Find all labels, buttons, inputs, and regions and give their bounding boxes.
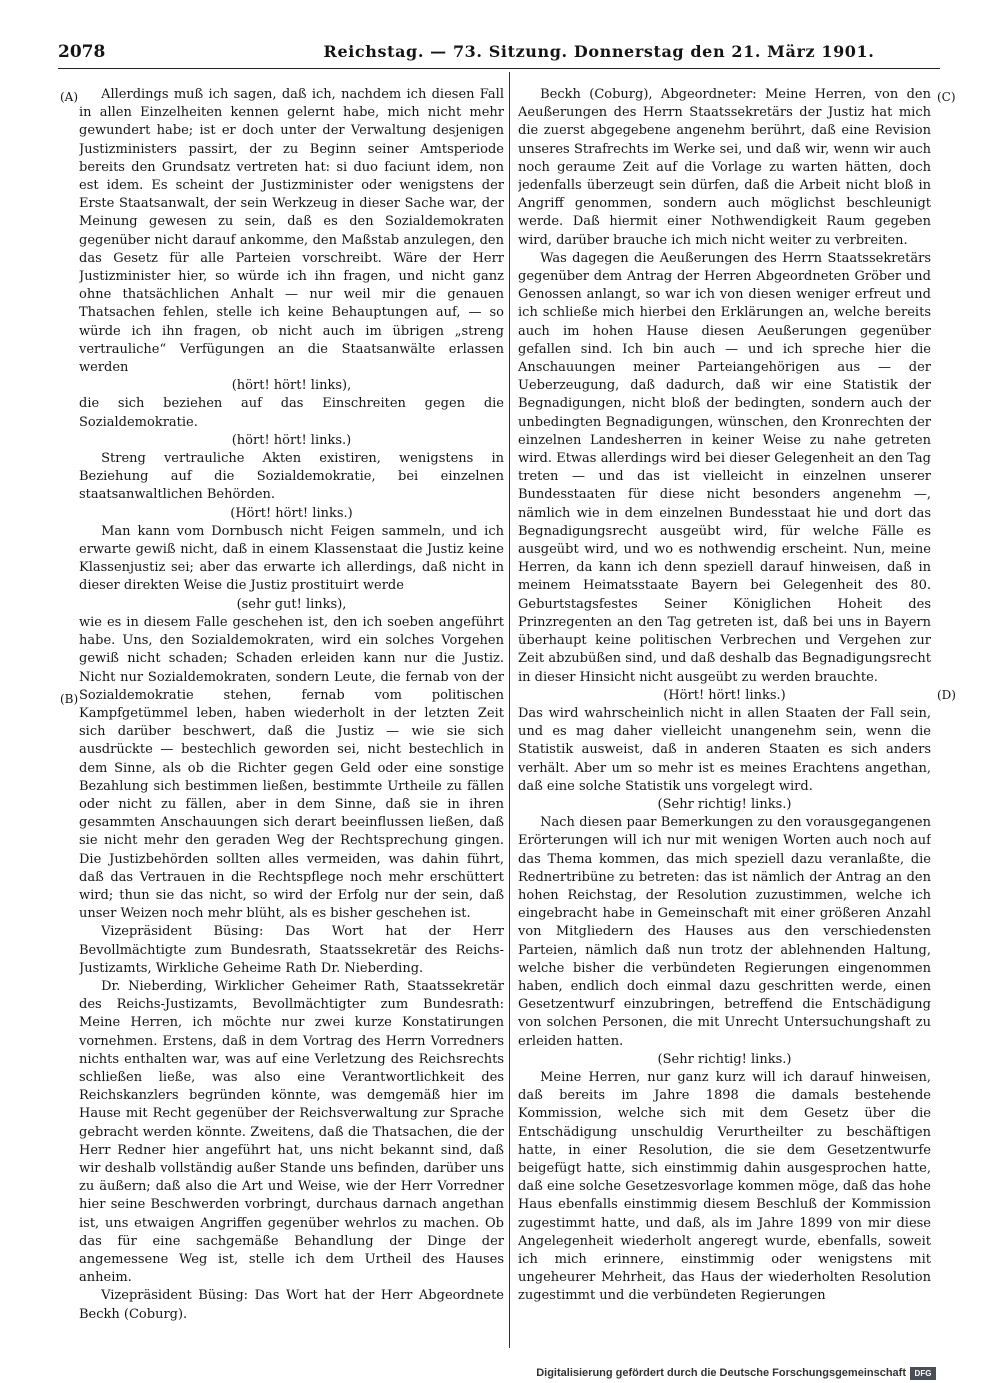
interjection: (Sehr richtig! links.) (657, 796, 792, 812)
speaker-paragraph: Beckh (Coburg), Abgeordneter: Meine Herren, von den Aeußerungen des Herrn Staatssekretärs der Justiz hat mich die zuerst abgegebene angenehm berührt, daß eine Revision unseres Strafrechts im Werke sei, und daß wir, wenn wir auch noch geraume Zeit auf die Vorlage zu warten hätten, doch jedenfalls überzeugt sein dürfen, daß die Arbeit nicht bloß in Angriff genommen, sondern auch möglichst beschleunigt werde. Daß hiermit einer Nothwendigkeit Raum gegeben wird, darüber brauche ich mich nicht weiter zu verbreiten. (518, 87, 931, 248)
paragraph: Nach diesen paar Bemerkungen zu den vorausgegangenen Erörterungen will ich nur mit wenigen Worten auch noch auf das Thema kommen, das mich speziell dazu veranlaßte, die Rednertribüne zu betreten: das ist nämlich der Antrag an den hohen Reichstag, der Resolution zuzustimmen, welche ich eingebracht habe in Gemeinschaft mit einer größeren Anzahl von Mitgliedern des Hauses aus den verschiedensten Parteien, nämlich daß nun trotz der ablehnenden Haltung, welche bisher die verbündeten Regierungen eingenommen haben, endlich doch einmal dazu geschritten werde, einen Gesetzentwurf einzubringen, betreffend die Entschädigung von solchen Personen, die mit Unrecht Untersuchungshaft zu erleiden hatten. (518, 815, 931, 1049)
interjection: (hört! hört! links), (231, 378, 352, 394)
speaker-paragraph: Vizepräsident Büsing: Das Wort hat der Herr Bevollmächtigte zum Bundesrath, Staatssekretär des Reichs-Justizamts, Wirkliche Geheime Rath Dr. Nieberding. (79, 924, 504, 976)
margin-mark-b: (B) (60, 692, 79, 706)
footer-text: Digitalisierung gefördert durch die Deutsche Forschungsgemeinschaft (536, 1367, 906, 1379)
paragraph: Das wird wahrscheinlich nicht in allen Staaten der Fall sein, und es mag daher vielleicht unangenehm sein, wenn die Statistik ausweist, daß in anderen Staaten es sich anders verhält. Aber um so mehr ist es meines Erachtens angethan, daß eine solche Statistik uns vorgelegt wird. (518, 705, 931, 794)
footer-credit (536, 1365, 936, 1381)
running-head: Reichstag. — 73. Sitzung. Donnerstag den 21. März 1901. (323, 42, 875, 61)
interjection: (Hört! hört! links.) (230, 505, 353, 521)
speaker-paragraph: Dr. Nieberding, Wirklicher Geheimer Rath, Staatssekretär des Reichs-Justizamts, Bevollmächtigter zum Bundesrath: Meine Herren, ich möchte nur zwei kurze Konstatirungen vornehmen. Erstens, daß in dem Vortrag des Herrn Vorredners nichts enthalten war, was auf eine Verletzung des Reichsrechts schließen ließe, was also eine Verantwortlichkeit des Reichskanzlers begründen könnte, was demgemäß hier im Hause mit Recht gegenüber der Reichsverwaltung zur Sprache gebracht werden könnte. Zweitens, daß die Thatsachen, die der Herr Redner hier angeführt hat, uns nicht bekannt sind, daß wir deshalb vollständig außer Stande uns befinden, darüber uns zu äußern; daß also die Art und Weise, wie der Herr Vorredner hier seine Beschwerden vorbringt, durchaus darnach angethan ist, uns etwaigen Angriffen gegenüber wehrlos zu machen. Ob das für eine sachgemäße Behandlung der Dinge der angemessene Weg ist, stelle ich dem Urtheil des Hauses anheim. (79, 978, 504, 1286)
margin-mark-c: (C) (937, 90, 956, 104)
right-column (518, 86, 931, 1306)
header-rule (58, 68, 940, 69)
interjection: (Sehr richtig! links.) (657, 1051, 792, 1067)
speaker-paragraph: Vizepräsident Büsing: Das Wort hat der Herr Abgeordnete Beckh (Coburg). (79, 1288, 504, 1322)
paragraph: Allerdings muß ich sagen, daß ich, nachdem ich diesen Fall in allen Einzelheiten kennen gelernt habe, mich nicht mehr gewundert habe; ist er doch unter der Verwaltung desjenigen Justizministers passirt, der zu Beginn seiner Amtsperiode bereits den Grundsatz vertreten hat: si duo faciunt idem, non est idem. Es scheint der Justizminister oder wenigstens der Erste Staatsanwalt, der sein Werkzeug in dieser Sache war, der Meinung gewesen zu sein, daß es den Sozialdemokraten gegenüber nicht darauf ankomme, den Maßstab anzulegen, den das Gesetz für alle Parteien vorschreibt. Wäre der Herr Justizminister hier, so würde ich ihn fragen, und nicht ganz ohne thatsächlichen Anhalt — nur weil mir die genauen Thatsachen fehlen, stelle ich keine Behauptungen auf, — so würde ich ihn fragen, ob nicht auch im übrigen „streng vertrauliche“ Verfügungen an die Staatsanwälte erlassen werden (79, 87, 504, 376)
paragraph: Meine Herren, nur ganz kurz will ich darauf hinweisen, daß bereits im Jahre 1898 die damals bestehende Kommission, welche sich mit dem Gesetz über die Entschädigung unschuldig Verurtheilter zu beschäftigen hatte, in einer Resolution, die sie dem Gesetzentwurfe beigefügt hatte, sich einstimmig dahin ausgesprochen hatte, daß eine solche Gesetzesvorlage kommen möge, daß das hohe Haus ebenfalls einstimmig diesem Beschluß der Kommission zugestimmt hatte, und daß, als im Jahre 1899 von mir diese Angelegenheit wiederholt angeregt wurde, ebenfalls, soweit ich mich erinnere, einstimmig oder wenigstens mit ungeheurer Mehrheit, das Haus der wiederholten Resolution zugestimmt und die verbündeten Regierungen (518, 1069, 931, 1304)
dfg-logo: DFG (910, 1367, 936, 1380)
page-header (58, 40, 940, 66)
margin-mark-a: (A) (60, 90, 79, 104)
page-number: 2078 (58, 42, 106, 62)
interjection: (sehr gut! links), (236, 596, 347, 612)
left-column (79, 86, 504, 1324)
interjection: (Hört! hört! links.) (663, 687, 786, 703)
paragraph: Man kann vom Dornbusch nicht Feigen sammeln, und ich erwarte gewiß nicht, daß in einem Klassenstaat die Justiz keine Klassenjustiz sei; aber das erwarte ich allerdings, daß nicht in dieser direkten Weise die Justiz prostituirt werde (79, 523, 504, 594)
paragraph: Was dagegen die Aeußerungen des Herrn Staatssekretärs gegenüber dem Antrag der Herren Abgeordneten Gröber und Genossen anlangt, so war ich von diesen weniger erfreut und ich schließe mich hierbei den Erklärungen an, welche bereits auch im hohen Hause diesen Aeußerungen gegenüber gefallen sind. Ich bin auch — und ich spreche hier die Anschauungen meiner Parteiangehörigen aus — der Ueberzeugung, daß dadurch, daß wir eine Statistik der Begnadigungen, nicht bloß der bedingten, sondern auch der unbedingten Begnadigungen, wünschen, den Kronrechten der einzelnen Landesherren in keiner Weise zu nahe getreten wird. Etwas allerdings wird bei dieser Gelegenheit an den Tag treten — und das ist vielleicht in einzelnen unserer Bundesstaaten für diese nicht besonders angenehm —, nämlich wie in dem einzelnen Bundesstaat hie und dort das Begnadigungsrecht ausgeübt wird, für welche Fälle es ausgeübt wird, und wo es nothwendig erscheint. Nun, meine Herren, da kann ich denn speziell darauf hinweisen, daß in meinem Heimatsstaate Bayern bei Gelegenheit des 80. Geburtstagsfestes Seiner Königlichen Hoheit des Prinzregenten an den Tag getreten ist, daß bei uns in Bayern überhaupt keine politischen Verbrechen und Vergehen zur Zeit abzubüßen sind, und daß deshalb das Begnadigungsrecht in dieser Hinsicht nicht ausgeübt zu werden brauchte. (518, 250, 931, 685)
paragraph: die sich beziehen auf das Einschreiten gegen die Sozialdemokratie. (79, 396, 504, 430)
margin-mark-d: (D) (937, 688, 956, 702)
interjection: (hört! hört! links.) (231, 432, 352, 448)
paragraph: Streng vertrauliche Akten existiren, wenigstens in Beziehung auf die Sozialdemokratie, bei einzelnen staatsanwaltlichen Behörden. (79, 451, 504, 503)
column-divider (509, 72, 510, 1348)
paragraph: wie es in diesem Falle geschehen ist, den ich soeben angeführt habe. Uns, den Sozialdemokraten, wird ein solches Vorgehen gewiß nicht schaden; Schaden erleiden kann nur die Justiz. Nicht nur Sozialdemokraten, sondern Leute, die fernab von der Sozialdemokratie stehen, fernab vom politischen Kampfgetümmel leben, haben wiederholt in der letzten Zeit sich darüber beschwert, daß die Justiz — wie sie sich ausdrückte — bestechlich geworden sei, nicht bestechlich in dem Sinne, als ob die Richter gegen Geld oder eine sonstige Bezahlung sich bestimmen ließen, bestimmte Urtheile zu fällen oder nicht zu fällen, aber in dem Sinne, daß sie in ihren gesammten Anschauungen sich derart beeinflussen ließen, daß sie nicht mehr den geraden Weg der Rechtsprechung gingen. Die Justizbehörden sollten alles vermeiden, was dahin führt, daß das Vertrauen in die Rechtspflege noch mehr erschüttert wird; thun sie das nicht, so wird der Erfolg nur der sein, daß unser Weizen noch mehr blüht, als es bisher geschehen ist. (79, 614, 504, 922)
